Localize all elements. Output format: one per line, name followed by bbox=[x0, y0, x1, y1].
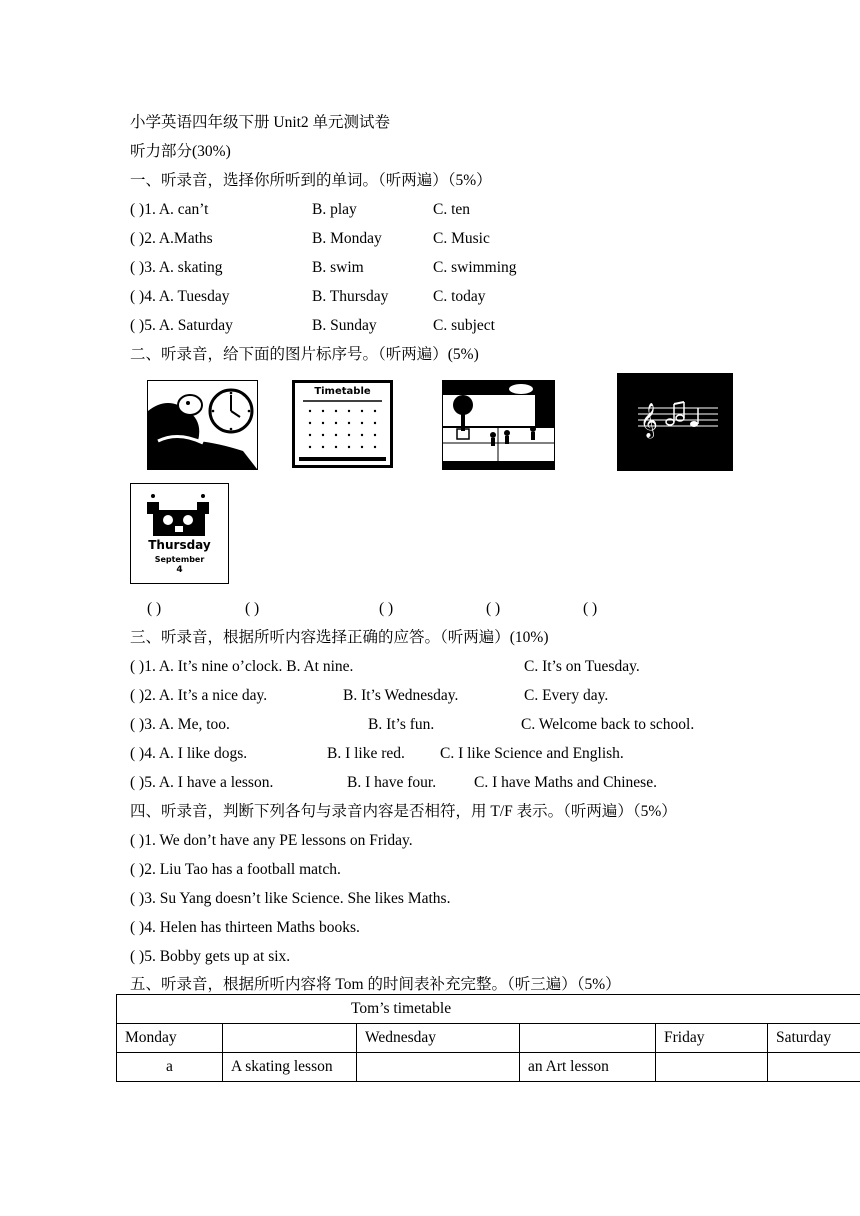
part1-heading: 一、听录音，选择你所听到的单词。（听两遍）（5%） bbox=[130, 172, 492, 189]
option-c: C. I have Maths and Chinese. bbox=[474, 774, 657, 791]
list-item: ( )2. Liu Tao has a football match. bbox=[130, 861, 341, 878]
answer-blank[interactable]: ( ) bbox=[486, 600, 501, 617]
option-b: B. play bbox=[312, 201, 357, 218]
calendar-date: 4 bbox=[176, 565, 183, 575]
table-title: Tom’s timetable bbox=[117, 995, 860, 1024]
option-c: C. I like Science and English. bbox=[440, 745, 624, 762]
item-stem: ( )3. A. skating bbox=[130, 259, 223, 276]
table-cell: a bbox=[117, 1053, 223, 1082]
table-cell-blank[interactable] bbox=[656, 1053, 768, 1082]
calendar-day: Thursday bbox=[148, 538, 211, 552]
music-notes-picture bbox=[617, 373, 733, 471]
item-stem: ( )5. A. I have a lesson. bbox=[130, 774, 274, 791]
table-cell: Monday bbox=[117, 1024, 223, 1053]
item-stem: ( )2. A. It’s a nice day. bbox=[130, 687, 268, 704]
list-item: ( )1. We don’t have any PE lessons on Friday. bbox=[130, 832, 413, 849]
table-cell-blank[interactable] bbox=[357, 1053, 520, 1082]
option-b: B. It’s Wednesday. bbox=[343, 687, 459, 704]
timetable-label: Timetable bbox=[314, 386, 371, 397]
part3-heading: 三、听录音，根据所听内容选择正确的应答。（听两遍）(10%) bbox=[130, 629, 549, 646]
calendar-month: September bbox=[154, 555, 205, 564]
item-stem: ( )2. A.Maths bbox=[130, 230, 213, 247]
option-b: B. Sunday bbox=[312, 317, 377, 334]
option-c: C. Every day. bbox=[524, 687, 609, 704]
option-c: C. today bbox=[433, 288, 486, 305]
option-c: C. It’s on Tuesday. bbox=[524, 658, 640, 675]
table-header-row bbox=[117, 1024, 860, 1053]
option-b: B. It’s fun. bbox=[368, 716, 435, 733]
table-cell: Saturday bbox=[768, 1024, 860, 1053]
table-row bbox=[117, 1053, 860, 1082]
item-stem: ( )4. A. I like dogs. bbox=[130, 745, 248, 762]
option-b: B. I have four. bbox=[347, 774, 437, 791]
part4-heading: 四、听录音，判断下列各句与录音内容是否相符，用 T/F 表示。（听两遍）（5%） bbox=[130, 803, 677, 820]
playground-sports-picture bbox=[442, 380, 555, 470]
answer-blank[interactable]: ( ) bbox=[379, 600, 394, 617]
picture-answer-blanks bbox=[0, 594, 860, 623]
item-stem: ( )5. A. Saturday bbox=[130, 317, 233, 334]
part5-heading: 五、听录音，根据所听内容将 Tom 的时间表补充完整。（听三遍）（5%） bbox=[130, 976, 621, 993]
list-item: ( )5. Bobby gets up at six. bbox=[130, 948, 291, 965]
table-cell: Friday bbox=[656, 1024, 768, 1053]
svg-text:𝄞: 𝄞 bbox=[640, 403, 658, 438]
listening-header: 听力部分(30%) bbox=[130, 143, 231, 160]
thursday-calendar-picture bbox=[130, 483, 229, 584]
table-cell: Wednesday bbox=[357, 1024, 520, 1053]
answer-blank[interactable]: ( ) bbox=[583, 600, 598, 617]
item-stem: ( )1. A. can’t bbox=[130, 201, 209, 218]
option-b: B. swim bbox=[312, 259, 364, 276]
list-item: ( )3. Su Yang doesn’t like Science. She likes Maths. bbox=[130, 890, 451, 907]
answer-blank[interactable]: ( ) bbox=[147, 600, 162, 617]
answer-blank[interactable]: ( ) bbox=[245, 600, 260, 617]
part2-heading: 二、听录音，给下面的图片标序号。（听两遍）(5%) bbox=[130, 346, 479, 363]
table-cell-blank[interactable] bbox=[223, 1024, 357, 1053]
timetable-table bbox=[116, 994, 860, 1082]
list-item: ( )4. Helen has thirteen Maths books. bbox=[130, 919, 360, 936]
table-cell: an Art lesson bbox=[520, 1053, 656, 1082]
table-cell-blank[interactable] bbox=[520, 1024, 656, 1053]
option-b: B. I like red. bbox=[327, 745, 405, 762]
option-c: C. swimming bbox=[433, 259, 517, 276]
table-title-row bbox=[117, 995, 860, 1024]
option-c: C. subject bbox=[433, 317, 495, 334]
item-stem: ( )4. A. Tuesday bbox=[130, 288, 230, 305]
page-title: 小学英语四年级下册 Unit2 单元测试卷 bbox=[130, 114, 391, 131]
option-c: C. ten bbox=[433, 201, 471, 218]
timetable-picture bbox=[292, 380, 393, 468]
sleeping-boy-clock-picture bbox=[147, 380, 258, 470]
item-stem: ( )1. A. It’s nine o’clock. B. At nine. bbox=[130, 658, 354, 675]
table-cell: A skating lesson bbox=[223, 1053, 357, 1082]
item-stem: ( )3. A. Me, too. bbox=[130, 716, 230, 733]
option-b: B. Monday bbox=[312, 230, 382, 247]
table-cell-blank[interactable] bbox=[768, 1053, 860, 1082]
option-b: B. Thursday bbox=[312, 288, 389, 305]
option-c: C. Welcome back to school. bbox=[521, 716, 695, 733]
option-c: C. Music bbox=[433, 230, 490, 247]
